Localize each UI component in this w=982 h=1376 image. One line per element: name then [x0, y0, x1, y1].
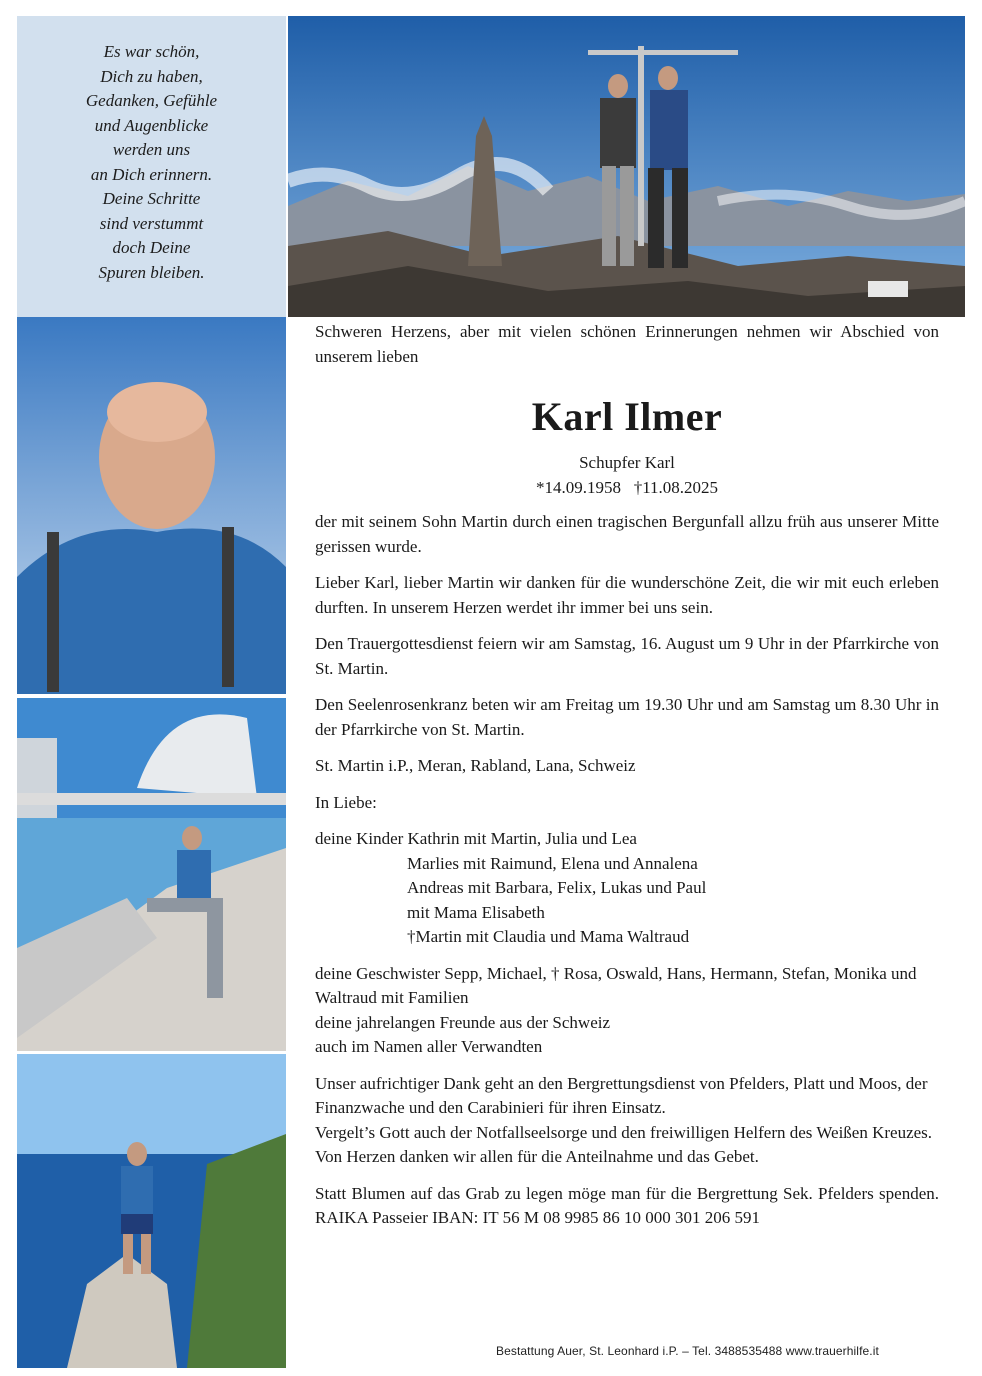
- intro-text: Schweren Herzens, aber mit vielen schönen Erinnerungen nehmen wir Abschied von unserem lieben: [315, 322, 939, 366]
- poem-line: Es war schön,: [103, 42, 200, 61]
- poem: [17, 40, 286, 285]
- poem-line: Gedanken, Gefühle: [85, 91, 218, 110]
- nickname: Schupfer Karl: [579, 453, 675, 472]
- siblings-line: deine jahrelangen Freunde aus der Schweiz: [315, 1012, 611, 1032]
- poem-line: Spuren bleiben.: [98, 262, 205, 282]
- city-photo: [17, 698, 286, 1051]
- poem-box: [17, 16, 286, 317]
- poem-line: doch Deine: [112, 238, 191, 257]
- children-line: deine Kinder Kathrin mit Martin, Julia und Lea: [315, 829, 637, 848]
- children-list: [315, 827, 939, 950]
- children-line: †Martin mit Claudia und Mama Waltraud: [407, 927, 690, 946]
- poem-line: werden uns: [112, 140, 191, 159]
- children-line: Marlies mit Raimund, Elena und Annalena: [407, 853, 698, 873]
- footer-funeral-home: Bestattung Auer, St. Leonhard i.P. – Tel. 3488535488 www.trauerhilfe.it: [496, 1344, 879, 1358]
- paragraph: St. Martin i.P., Meran, Rabland, Lana, Schweiz: [315, 756, 636, 775]
- paragraph: Lieber Karl, lieber Martin wir danken für die wunderschöne Zeit, die wir mit euch erleben durften. In unserem Herzen werdet ihr immer bei uns sein.: [315, 573, 939, 617]
- children-line: Andreas mit Barbara, Felix, Lukas und Paul: [407, 878, 707, 897]
- poem-line: Deine Schritte: [102, 189, 201, 208]
- siblings-line: auch im Namen aller Verwandten: [315, 1037, 543, 1056]
- thanks-line: Vergelt’s Gott auch der Notfallseelsorge und den freiwilligen Helfern des Weißen Kreuzes.: [315, 1122, 933, 1142]
- donation-text: Statt Blumen auf das Grab zu legen möge man für die Bergrettung Sek. Pfelders spenden. RAIKA Passeier IBAN: IT 56 M 08 9985 86 10 000 301 206 591: [315, 1183, 939, 1227]
- poem-line: Dich zu haben,: [100, 66, 203, 86]
- paragraph: Den Trauergottesdienst feiern wir am Samstag, 16. August um 9 Uhr in der Pfarrkirche von St. Martin.: [315, 634, 939, 678]
- poem-line: sind verstummt: [99, 213, 204, 233]
- siblings-list: [315, 962, 939, 1060]
- paragraph: In Liebe:: [315, 792, 377, 812]
- poem-line: und Augenblicke: [94, 115, 209, 135]
- portrait-photo: [17, 317, 286, 694]
- thanks-block: [315, 1072, 939, 1170]
- siblings-line: deine Geschwister Sepp, Michael, † Rosa, Oswald, Hans, Hermann, Stefan, Monika und Waltraud mit Familien: [315, 963, 917, 1007]
- summit-photo: [288, 16, 965, 317]
- poem-line: an Dich erinnern.: [90, 164, 213, 184]
- deceased-name: Karl Ilmer: [531, 394, 723, 439]
- obituary-text: [315, 320, 939, 1231]
- coast-photo: [17, 1054, 286, 1368]
- thanks-line: Von Herzen danken wir allen für die Anteilnahme und das Gebet.: [315, 1147, 759, 1166]
- children-line: mit Mama Elisabeth: [407, 902, 545, 922]
- paragraph: der mit seinem Sohn Martin durch einen tragischen Bergunfall allzu früh aus unserer Mitte gerissen wurde.: [315, 512, 939, 556]
- paragraph: Den Seelenrosenkranz beten wir am Freitag um 19.30 Uhr und am Samstag um 8.30 Uhr in der Pfarrkirche von St. Martin.: [315, 695, 939, 739]
- life-dates: *14.09.1958 †11.08.2025: [535, 477, 719, 497]
- thanks-line: Unser aufrichtiger Dank geht an den Bergrettungsdienst von Pfelders, Platt und Moos, der Finanzwache und den Carabinieri für ihren Einsatz.: [315, 1073, 928, 1117]
